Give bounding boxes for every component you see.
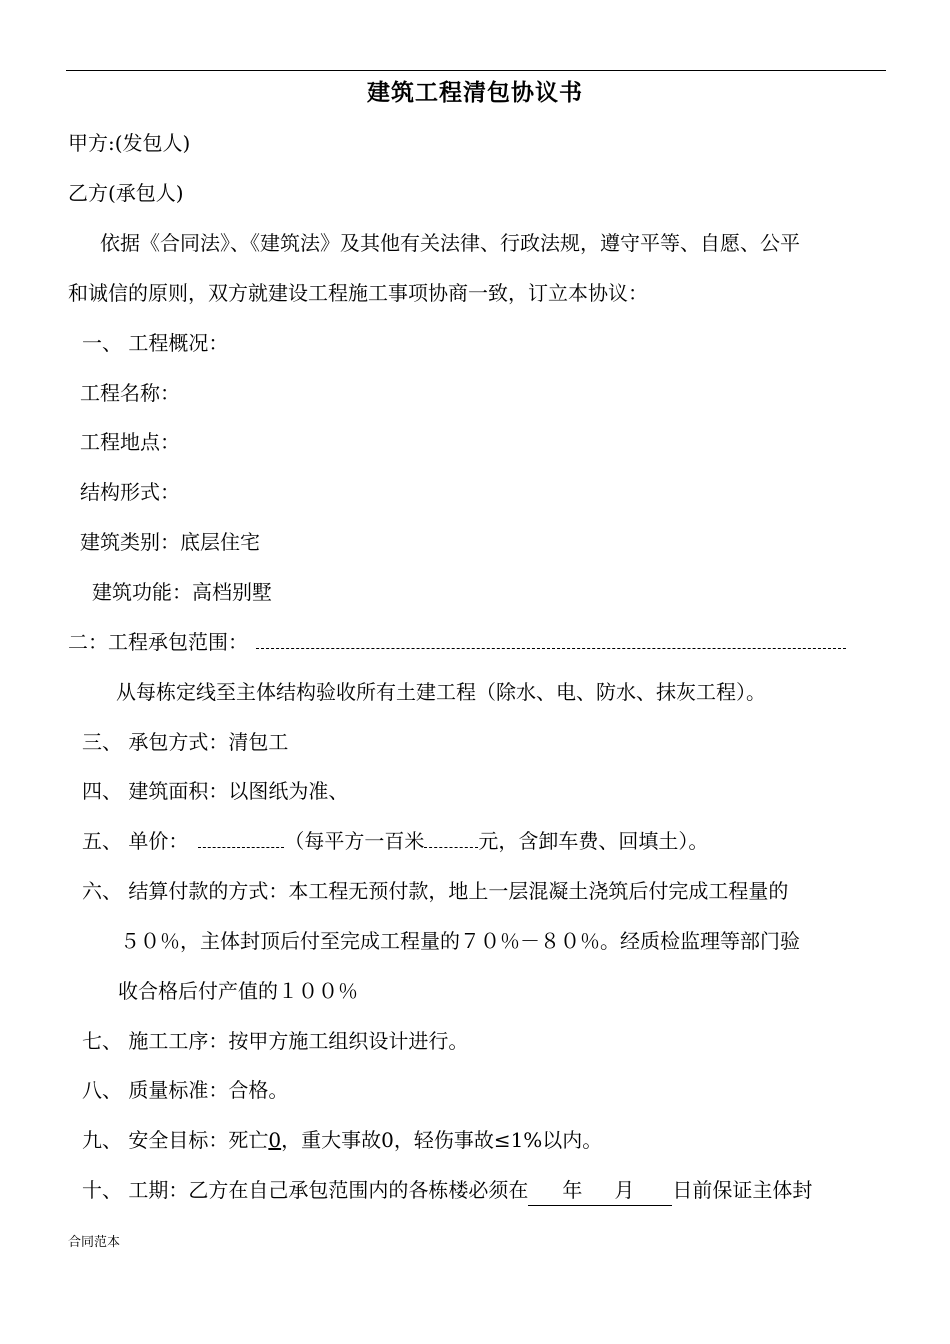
section-6-line-1: 六、 结算付款的方式：本工程无预付款，地上一层混凝土浇筑后付完成工程量的 bbox=[82, 879, 789, 903]
header-rule bbox=[66, 70, 886, 71]
section-4-line: 四、 建筑面积：以图纸为准、 bbox=[82, 779, 349, 803]
section-8-line: 八、 质量标准：合格。 bbox=[82, 1078, 289, 1102]
section-10-line bbox=[82, 1175, 812, 1206]
deadline-date-blank bbox=[528, 1175, 672, 1206]
project-location-label: 工程地点： bbox=[80, 430, 180, 454]
deadline-month-label: 月 bbox=[614, 1178, 635, 1202]
section-2-detail: 从每栋定线至主体结构验收所有土建工程（除水、电、防水、抹灰工程）。 bbox=[116, 680, 766, 704]
party-b-line: 乙方(承包人) bbox=[68, 181, 184, 205]
building-category-line: 建筑类别：底层住宅 bbox=[80, 530, 260, 554]
intro-line-1: 依据《合同法》、《建筑法》及其他有关法律、行政法规，遵守平等、自愿、公平 bbox=[100, 231, 800, 255]
safety-target-suffix: ，重大事故0，轻伤事故≤1%以内。 bbox=[281, 1128, 603, 1152]
deadline-year-label: 年 bbox=[562, 1178, 583, 1202]
per-area-price-blank bbox=[424, 829, 478, 848]
section-3-line: 三、 承包方式：清包工 bbox=[82, 730, 289, 754]
unit-price-label: 五、 单价： bbox=[82, 829, 189, 853]
deadline-day-text: 日前保证主体封 bbox=[672, 1178, 813, 1202]
party-a-line: 甲方:(发包人) bbox=[68, 131, 191, 155]
building-function-line: 建筑功能：高档别墅 bbox=[92, 580, 272, 604]
schedule-label: 十、 工期：乙方在自己承包范围内的各栋楼必须在 bbox=[82, 1178, 529, 1202]
footer-label: 合同范本 bbox=[68, 1235, 121, 1250]
section-6-line-3: 收合格后付产值的１００％ bbox=[118, 979, 358, 1003]
unit-price-middle: （每平方一百米 bbox=[284, 829, 425, 853]
section-6-line-2: ５０％，主体封顶后付至完成工程量的７０％－８０％。经质检监理等部门验 bbox=[120, 929, 800, 953]
document-title: 建筑工程清包协议书 bbox=[367, 79, 583, 106]
unit-price-suffix: 元，含卸车费、回填土）。 bbox=[478, 829, 709, 853]
section-9-line bbox=[82, 1125, 602, 1155]
intro-line-2: 和诚信的原则，双方就建设工程施工事项协商一致，订立本协议： bbox=[68, 281, 648, 305]
unit-price-blank bbox=[198, 829, 284, 848]
safety-target-label: 九、 安全目标：死亡 bbox=[82, 1128, 269, 1152]
section-2-heading: 二：工程承包范围： bbox=[68, 630, 248, 654]
section-2-line bbox=[68, 627, 846, 657]
scope-blank bbox=[256, 630, 846, 649]
section-5-line bbox=[82, 826, 708, 856]
section-1-heading: 一、 工程概况： bbox=[82, 331, 229, 355]
project-name-label: 工程名称： bbox=[80, 381, 180, 405]
structure-form-label: 结构形式： bbox=[80, 480, 180, 504]
death-target-value: 0 bbox=[268, 1128, 282, 1152]
section-7-line: 七、 施工工序：按甲方施工组织设计进行。 bbox=[82, 1029, 469, 1053]
